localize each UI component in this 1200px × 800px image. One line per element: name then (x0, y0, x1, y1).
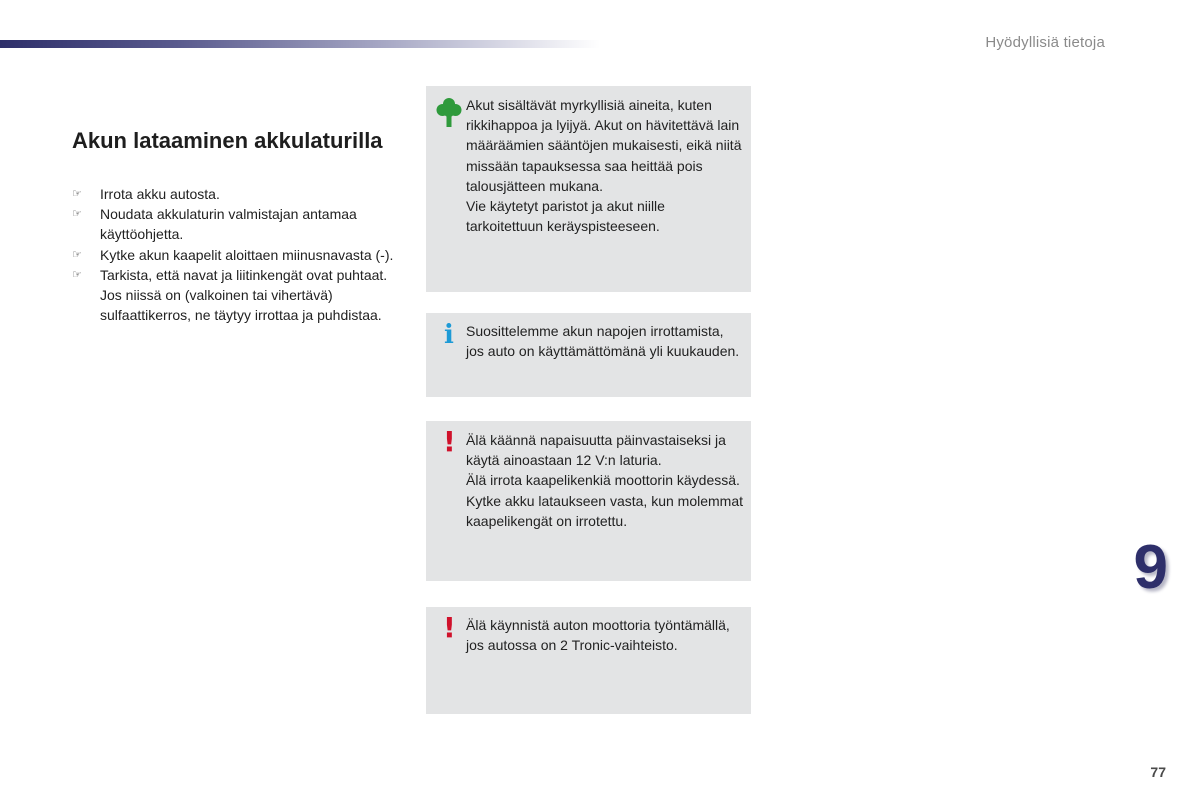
header-gradient-bar (0, 40, 600, 48)
step-text: Irrota akku autosta. (100, 186, 220, 202)
warning-note (426, 607, 751, 714)
page-number: 77 (1150, 764, 1166, 780)
hand-pointer-icon: ☞ (72, 188, 82, 200)
exclamation-icon: ! (443, 611, 456, 644)
step-text: Kytke akun kaapelit aloittaen miinusnavasta (-). (100, 246, 394, 263)
hand-pointer-icon: ☞ (72, 208, 82, 221)
chapter-number: 9 (1133, 533, 1168, 602)
page-title: Akun lataaminen akkulaturilla (72, 128, 383, 153)
hand-pointer-icon: ☞ (72, 248, 82, 261)
step-text: Noudata akkulaturin valmistajan antamaa käyttöohjetta. (100, 206, 357, 243)
hand-pointer-icon: ☞ (72, 268, 82, 281)
exclamation-icon: ! (443, 425, 456, 458)
environment-note (426, 86, 751, 292)
list-item (72, 245, 402, 265)
list-item (72, 184, 402, 204)
info-icon: i (444, 320, 454, 350)
list-item (72, 265, 402, 326)
warning-note-text: Älä käynnistä auton moottoria työntämällä, jos autossa on 2 Tronic-vaihteisto. (466, 617, 730, 654)
info-note-text: Suosittelemme akun napojen irrottamista, jos auto on käyttämättömänä yli kuukauden. (466, 323, 740, 360)
list-item (72, 204, 402, 244)
tree-icon (436, 96, 462, 133)
header-section-title: Hyödyllisiä tietoja (985, 34, 1105, 51)
step-text: Tarkista, että navat ja liitinkengät ovat puhtaat. Jos niissä on (valkoinen tai vihertävä) sulfaattikerros, ne täytyy irrottaa ja puhdistaa. (100, 266, 388, 324)
instruction-list (72, 184, 402, 325)
environment-note-text: Akut sisältävät myrkyllisiä aineita, kuten rikkihappoa ja lyijyä. Akut on hävitettävä lain määräämien sääntöjen mukaisesti, eikä niitä missään tapauksessa saa heittää pois talousjätteen mukana. Vie käytetyt paristot ja akut niille tarkoitettuun keräyspisteeseen. (466, 97, 742, 235)
warning-note-text: Älä käännä napaisuutta päinvastaiseksi ja käytä ainoastaan 12 V:n laturia. Älä irrota kaapelikenkiä moottorin käydessä. Kytke akku lataukseen vasta, kun molemmat kaapelikengät on irrotettu. (466, 432, 744, 529)
info-note (426, 313, 751, 397)
warning-note (426, 421, 751, 581)
